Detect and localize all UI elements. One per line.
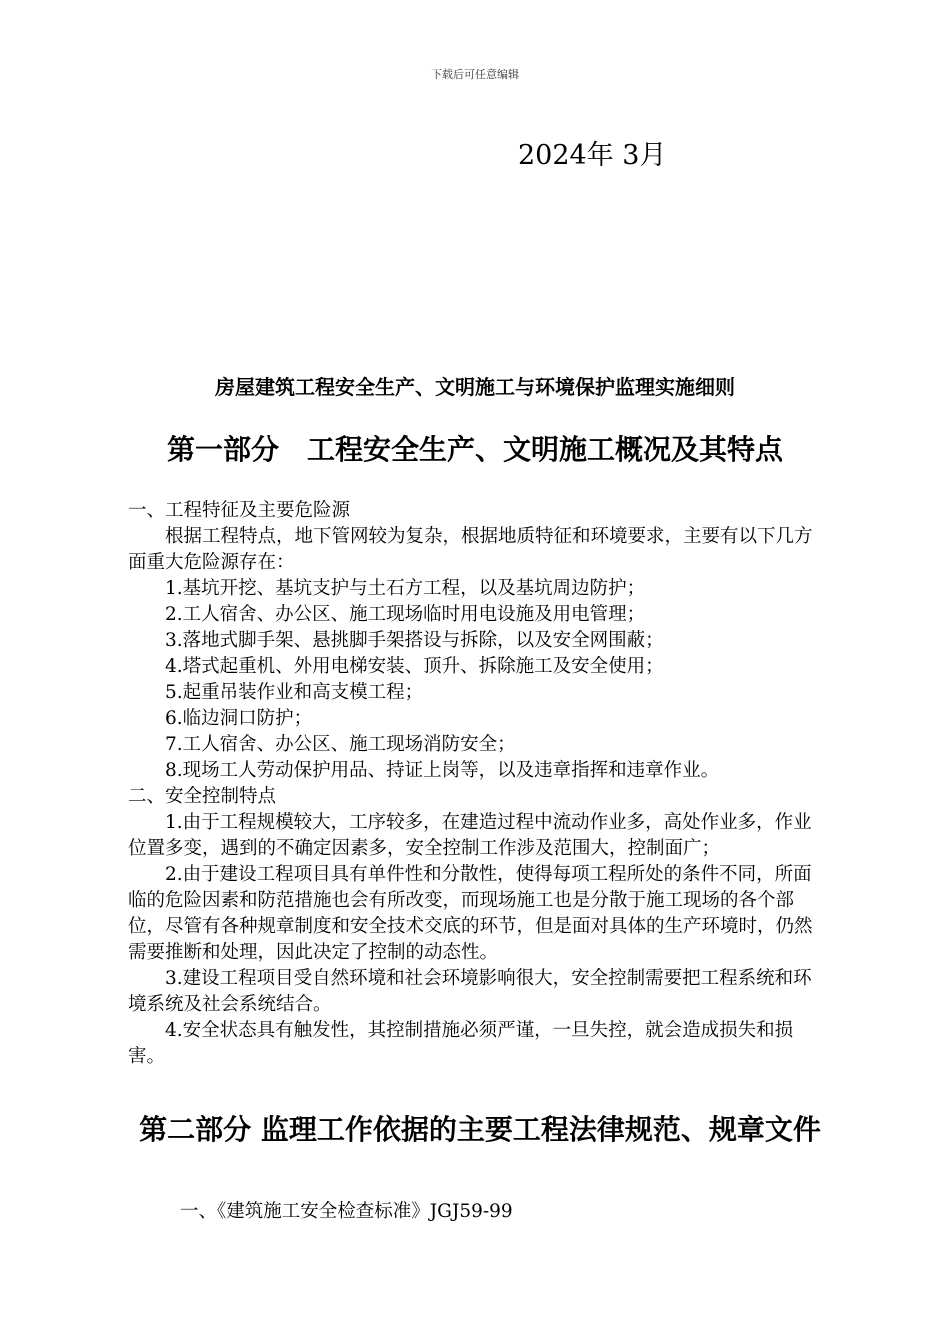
hazard-item: 2.工人宿舍、办公区、施工现场临时用电设施及用电管理；: [165, 604, 646, 625]
hazard-item: 4.塔式起重机、外用电梯安装、顶升、拆除施工及安全使用；: [165, 656, 664, 677]
reference-item: 一、《建筑施工安全检查标准》JGJ59-99: [180, 1201, 513, 1222]
part1-heading: 第一部分 工程安全生产、文明施工概况及其特点: [166, 433, 783, 466]
hazard-item: 5.起重吊装作业和高支模工程；: [165, 682, 424, 703]
feature-item: 4.安全状态具有触发性，其控制措施必须严谨，一旦失控，就会造成损失和损害。: [128, 1020, 794, 1067]
section1-title: 一、工程特征及主要危险源: [128, 500, 351, 521]
section1-intro: 根据工程特点，地下管网较为复杂，根据地质特征和环境要求，主要有以下几方面重大危险源存在：: [128, 526, 813, 573]
header-note: 下载后可任意编辑: [431, 68, 519, 81]
hazard-item: 1.基坑开挖、基坑支护与土石方工程，以及基坑周边防护；: [165, 578, 646, 599]
hazard-item: 8.现场工人劳动保护用品、持证上岗等，以及违章指挥和违章作业。: [165, 760, 720, 781]
part2-heading: 第二部分 监理工作依据的主要工程法律规范、规章文件: [139, 1113, 821, 1146]
part1-body: [128, 498, 828, 1070]
feature-item: 1.由于工程规模较大，工序较多，在建造过程中流动作业多，高处作业多，作业位置多变，遇到的不确定因素多，安全控制工作涉及范围大，控制面广；: [128, 812, 812, 859]
hazard-item: 7.工人宿舍、办公区、施工现场消防安全；: [165, 734, 516, 755]
hazard-item: 6.临边洞口防护；: [165, 708, 313, 729]
document-title: 房屋建筑工程安全生产、文明施工与环境保护监理实施细则: [215, 375, 735, 399]
section2-title: 二、安全控制特点: [128, 786, 277, 807]
feature-item: 3.建设工程项目受自然环境和社会环境影响很大，安全控制需要把工程系统和环境系统及社会系统结合。: [128, 968, 812, 1015]
document-date: 2024年 3月: [518, 140, 667, 171]
feature-item: 2.由于建设工程项目具有单件性和分散性，使得每项工程所处的条件不同，所面临的危险因素和防范措施也会有所改变，而现场施工也是分散于施工现场的各个部位，尽管有各种规章制度和安全技术交底的环节，但是面对具体的生产环境时，仍然需要推断和处理，因此决定了控制的动态性。: [128, 864, 813, 963]
hazard-item: 3.落地式脚手架、悬挑脚手架搭设与拆除，以及安全网围蔽；: [165, 630, 664, 651]
